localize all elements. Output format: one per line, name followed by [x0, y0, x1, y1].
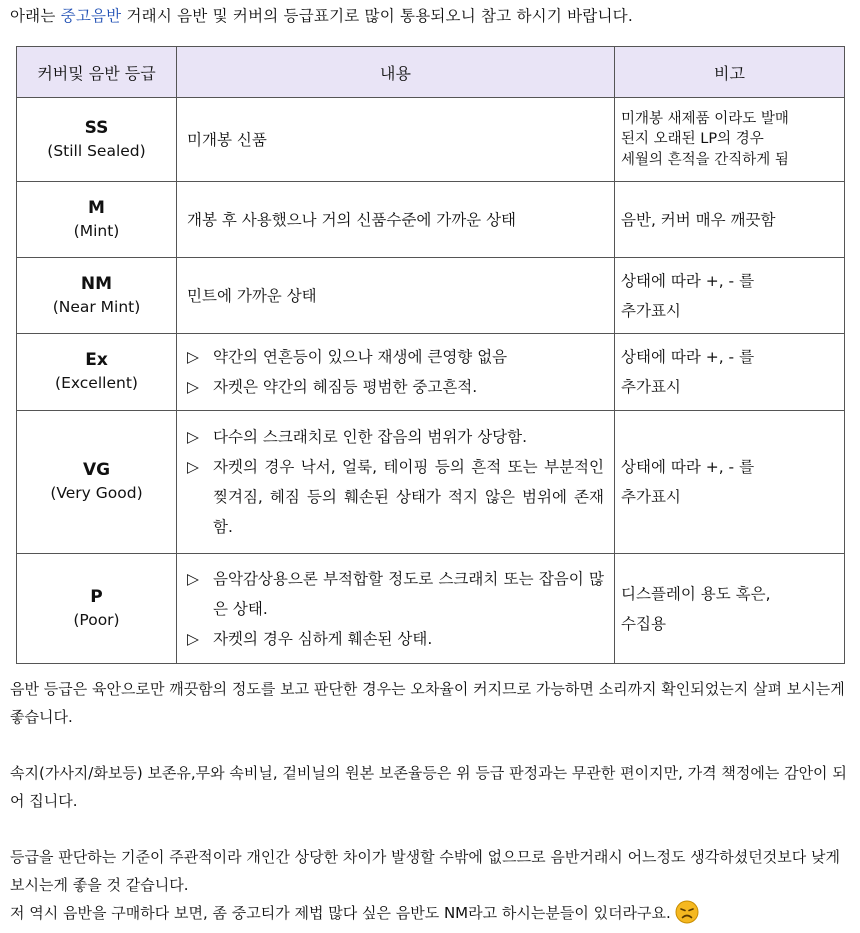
grade-cell [17, 98, 177, 182]
bullet-item [187, 564, 604, 624]
grade-cell [17, 334, 177, 411]
intro-after: 거래시 음반 및 커버의 등급표기로 많이 통용되오니 참고 하시기 바랍니다. [121, 7, 633, 25]
grade-code: M [88, 197, 105, 218]
note-cell [615, 554, 845, 664]
content-cell [177, 554, 615, 664]
grade-code: SS [84, 117, 109, 138]
paragraph-personal-note [10, 899, 850, 933]
note-line: 미개봉 새제품 이라도 발매 [621, 110, 789, 127]
table-row [17, 98, 845, 182]
header-note: 비고 [615, 47, 845, 98]
content-cell [177, 334, 615, 411]
content-cell [177, 258, 615, 334]
paragraph-insert-note: 속지(가사지/화보등) 보존유,무와 속비닐, 겉비닐의 원본 보존율등은 위 등급 판정과는 무관한 편이지만, 가격 책정에는 감안이 되어 집니다. [10, 764, 847, 810]
grade-code: P [90, 586, 103, 607]
grade-name: (Very Good) [50, 484, 143, 502]
table-header-row [17, 47, 845, 98]
note-line: 상태에 따라 +, - 를 [621, 458, 755, 476]
note-line: 상태에 따라 +, - 를 [621, 348, 755, 366]
content-cell [177, 182, 615, 258]
bullet-arrow-icon: ▷ [187, 378, 199, 396]
grade-code: Ex [85, 350, 108, 370]
grade-name: (Poor) [73, 610, 120, 629]
bullet-arrow-icon: ▷ [187, 348, 199, 366]
grade-name: (Near Mint) [52, 297, 141, 316]
content-text: 개봉 후 사용했으나 거의 신품수준에 가까운 상태 [187, 210, 517, 229]
grade-code: VG [82, 460, 111, 480]
table-row [17, 258, 845, 334]
note-cell [615, 182, 845, 258]
bullet-arrow-icon: ▷ [187, 458, 199, 476]
grade-code: NM [80, 273, 113, 294]
paragraph-subjective-note: 등급을 판단하는 기준이 주관적이라 개인간 상당한 차이가 발생할 수밖에 없으므로 음반거래시 어느정도 생각하셨던것보다 낮게 보시는게 좋을 것 같습니다. [10, 848, 840, 894]
note-line: 세월의 흔적을 간직하게 됨 [621, 151, 789, 168]
bullet-item [187, 372, 604, 402]
bullet-arrow-icon: ▷ [187, 569, 199, 588]
bullet-text: 음악감상용으론 부적합할 정도로 스크래치 또는 잡음이 많은 상태. [213, 569, 604, 618]
note-line: 추가표시 [621, 488, 681, 506]
bullet-item [187, 342, 604, 372]
bullet-text: 자켓의 경우 심하게 훼손된 상태. [213, 629, 433, 648]
grade-cell [17, 258, 177, 334]
note-cell [615, 258, 845, 334]
header-content: 내용 [177, 47, 615, 98]
bullet-arrow-icon: ▷ [187, 428, 199, 446]
note-line: 추가표시 [621, 378, 681, 396]
personal-note-text: 저 역시 음반을 구매하다 보면, 좀 중고티가 제법 많다 싶은 음반도 NM라고 하시는분들이 있더라구요. [10, 904, 671, 922]
grade-table [16, 46, 845, 664]
content-text: 민트에 가까운 상태 [187, 286, 317, 305]
note-cell [615, 98, 845, 182]
table-row [17, 554, 845, 664]
table-row [17, 411, 845, 554]
note-cell [615, 334, 845, 411]
bullet-arrow-icon: ▷ [187, 629, 199, 648]
grade-cell [17, 411, 177, 554]
note-line: 수집용 [621, 614, 666, 633]
bullet-text: 약간의 연흔등이 있으나 재생에 큰영향 없음 [213, 348, 508, 366]
intro-before: 아래는 [10, 7, 61, 25]
note-line: 음반, 커버 매우 깨끗함 [621, 210, 776, 229]
bullet-item [187, 422, 604, 452]
note-line: 추가표시 [621, 301, 681, 320]
grade-name: (Still Sealed) [47, 141, 146, 160]
intro-text [10, 4, 633, 26]
grade-name: (Excellent) [55, 374, 138, 392]
bullet-item [187, 452, 604, 542]
bullet-text: 자켓은 약간의 헤짐등 평범한 중고흔적. [213, 378, 478, 396]
content-text: 미개봉 신품 [187, 130, 267, 149]
sad-face-emoji-icon [675, 900, 699, 933]
grade-cell [17, 182, 177, 258]
header-grade: 커버및 음반 등급 [17, 47, 177, 98]
note-line: 상태에 따라 +, - 를 [621, 271, 755, 290]
bullet-item [187, 624, 604, 654]
content-cell [177, 411, 615, 554]
grade-name: (Mint) [73, 221, 120, 240]
grade-cell [17, 554, 177, 664]
bullet-text: 자켓의 경우 낙서, 얼룩, 테이핑 등의 흔적 또는 부분적인 찢겨짐, 헤짐 등의 훼손된 상태가 적지 않은 범위에 존재함. [213, 458, 604, 536]
paragraph-grading-note: 음반 등급은 육안으로만 깨끗함의 정도를 보고 판단한 경우는 오차율이 커지므로 가능하면 소리까지 확인되었는지 살펴 보시는게 좋습니다. [10, 680, 845, 726]
bullet-text: 다수의 스크래치로 인한 잡음의 범위가 상당함. [213, 428, 528, 446]
content-cell [177, 98, 615, 182]
table-row [17, 182, 845, 258]
intro-highlight[interactable]: 중고음반 [60, 7, 122, 25]
table-row [17, 334, 845, 411]
note-line: 디스플레이 용도 혹은, [621, 584, 771, 603]
note-cell [615, 411, 845, 554]
note-line: 된지 오래된 LP의 경우 [621, 131, 764, 148]
